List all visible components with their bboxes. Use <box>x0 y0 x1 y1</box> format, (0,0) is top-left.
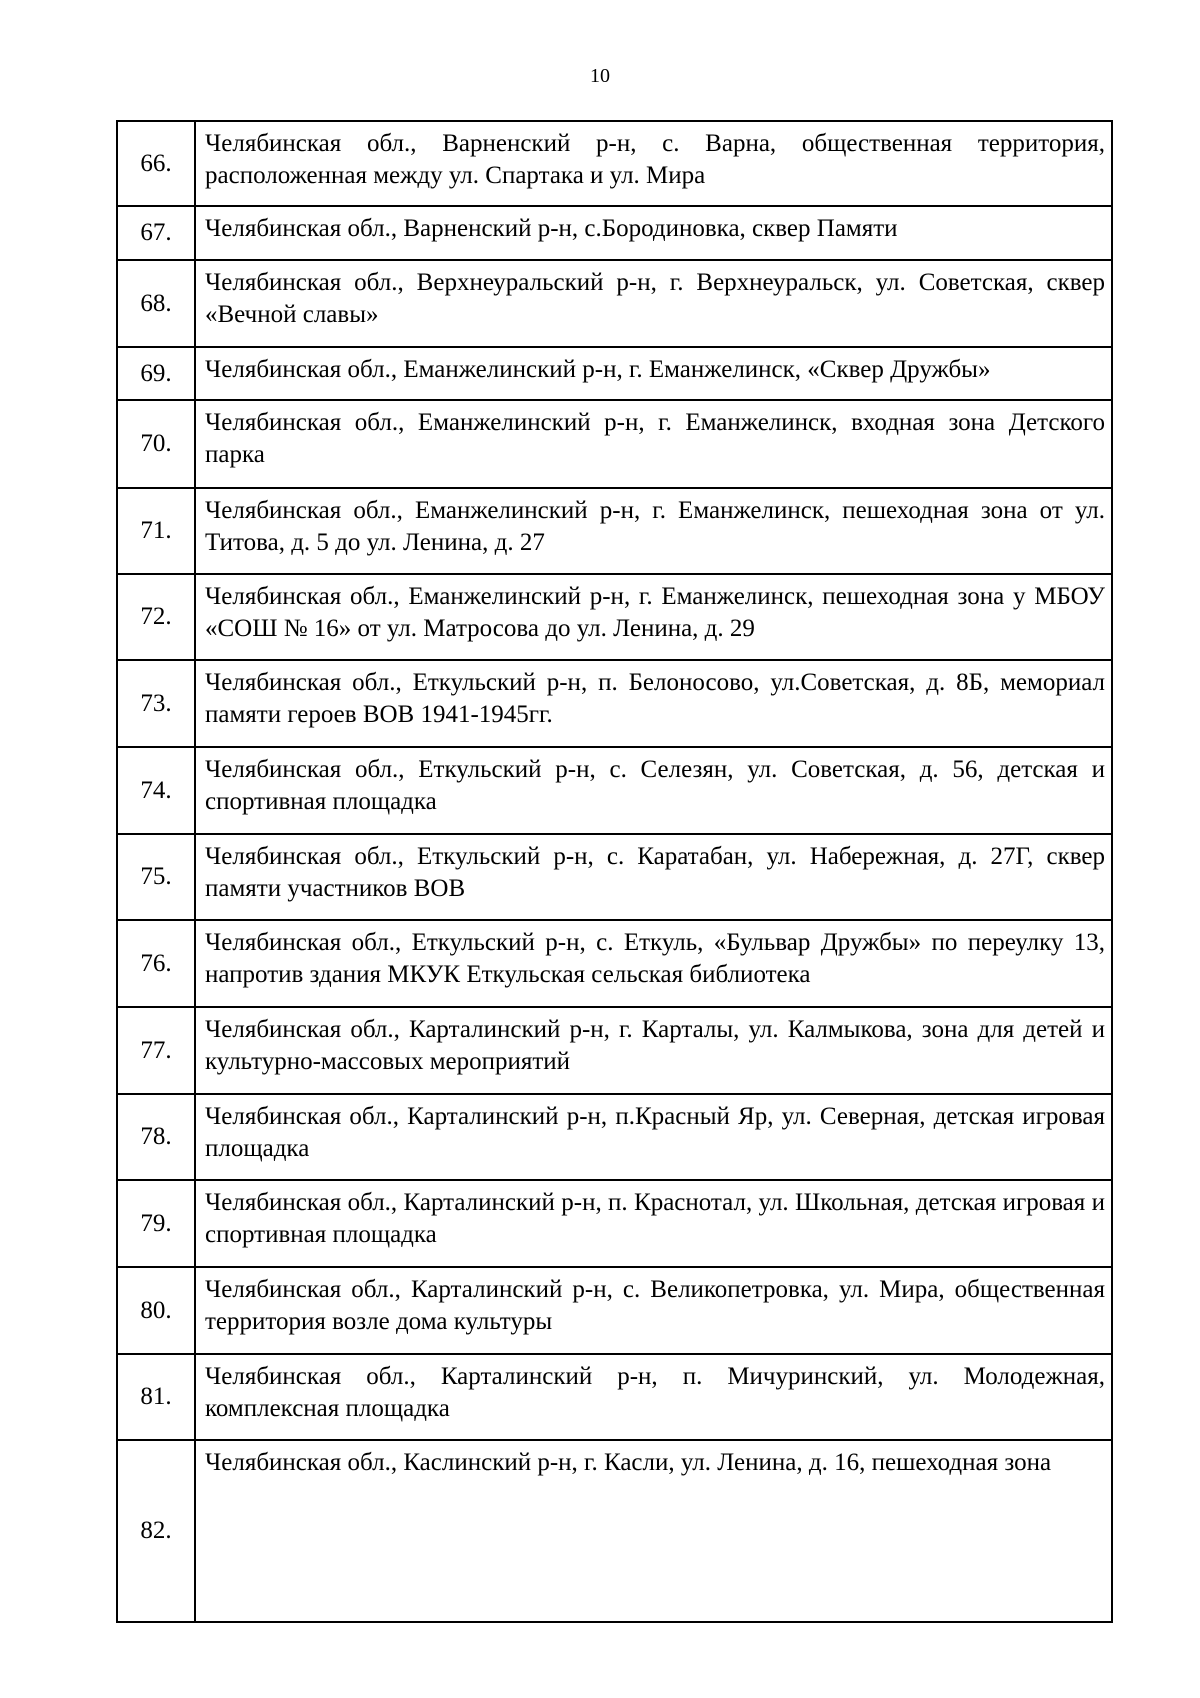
row-address: Челябинская обл., Еткульский р-н, п. Белоносово, ул.Советская, д. 8Б, мемориал памяти героев ВОВ 1941-1945гг. <box>195 660 1112 747</box>
row-number: 79. <box>117 1180 195 1267</box>
row-number: 75. <box>117 834 195 920</box>
row-address: Челябинская обл., Еткульский р-н, с. Каратабан, ул. Набережная, д. 27Г, сквер памяти участников ВОВ <box>195 834 1112 920</box>
table-row <box>117 400 1112 488</box>
table-row <box>117 747 1112 834</box>
row-number: 74. <box>117 747 195 834</box>
table-row <box>117 660 1112 747</box>
row-address: Челябинская обл., Карталинский р-н, с. Великопетровка, ул. Мира, общественная территория возле дома культуры <box>195 1267 1112 1354</box>
row-number: 69. <box>117 347 195 400</box>
row-address: Челябинская обл., Еманжелинский р-н, г. Еманжелинск, пешеходная зона у МБОУ «СОШ № 16» от ул. Матросова до ул. Ленина, д. 29 <box>195 574 1112 660</box>
row-number: 77. <box>117 1007 195 1094</box>
row-number: 66. <box>117 121 195 206</box>
row-number: 76. <box>117 920 195 1007</box>
table-row <box>117 574 1112 660</box>
row-number: 73. <box>117 660 195 747</box>
row-address: Челябинская обл., Еманжелинский р-н, г. Еманжелинск, «Сквер Дружбы» <box>195 347 1112 400</box>
row-address: Челябинская обл., Еманжелинский р-н, г. Еманжелинск, входная зона Детского парка <box>195 400 1112 488</box>
row-address: Челябинская обл., Варненский р-н, с. Варна, общественная территория, расположенная между ул. Спартака и ул. Мира <box>195 121 1112 206</box>
row-address: Челябинская обл., Карталинский р-н, п. Краснотал, ул. Школьная, детская игровая и спортивная площадка <box>195 1180 1112 1267</box>
row-address: Челябинская обл., Каслинский р-н, г. Касли, ул. Ленина, д. 16, пешеходная зона <box>195 1440 1112 1622</box>
row-address: Челябинская обл., Еманжелинский р-н, г. Еманжелинск, пешеходная зона от ул. Титова, д. 5 до ул. Ленина, д. 27 <box>195 488 1112 574</box>
row-number: 81. <box>117 1354 195 1440</box>
row-number: 78. <box>117 1094 195 1180</box>
page-number: 10 <box>590 65 610 87</box>
row-address: Челябинская обл., Еткульский р-н, с. Еткуль, «Бульвар Дружбы» по переулку 13, напротив здания МКУК Еткульская сельская библиотека <box>195 920 1112 1007</box>
row-address: Челябинская обл., Еткульский р-н, с. Селезян, ул. Советская, д. 56, детская и спортивная площадка <box>195 747 1112 834</box>
table-row <box>117 1354 1112 1440</box>
row-address: Челябинская обл., Карталинский р-н, п.Красный Яр, ул. Северная, детская игровая площадка <box>195 1094 1112 1180</box>
row-address: Челябинская обл., Варненский р-н, с.Бородиновка, сквер Памяти <box>195 206 1112 260</box>
row-number: 70. <box>117 400 195 488</box>
row-number: 72. <box>117 574 195 660</box>
table-row <box>117 1267 1112 1354</box>
table-row <box>117 121 1112 206</box>
table-row <box>117 260 1112 347</box>
row-address: Челябинская обл., Верхнеуральский р-н, г. Верхнеуральск, ул. Советская, сквер «Вечной славы» <box>195 260 1112 347</box>
row-number: 80. <box>117 1267 195 1354</box>
table-row <box>117 206 1112 260</box>
table-row <box>117 1007 1112 1094</box>
row-number: 82. <box>117 1440 195 1622</box>
row-number: 68. <box>117 260 195 347</box>
table-row <box>117 834 1112 920</box>
row-number: 67. <box>117 206 195 260</box>
territory-table <box>116 120 1113 1623</box>
row-address: Челябинская обл., Карталинский р-н, г. Карталы, ул. Калмыкова, зона для детей и культурно-массовых мероприятий <box>195 1007 1112 1094</box>
table-row <box>117 488 1112 574</box>
row-address: Челябинская обл., Карталинский р-н, п. Мичуринский, ул. Молодежная, комплексная площадка <box>195 1354 1112 1440</box>
table-row <box>117 1440 1112 1622</box>
table-row <box>117 1094 1112 1180</box>
table-row <box>117 347 1112 400</box>
table-row <box>117 1180 1112 1267</box>
table-row <box>117 920 1112 1007</box>
row-number: 71. <box>117 488 195 574</box>
